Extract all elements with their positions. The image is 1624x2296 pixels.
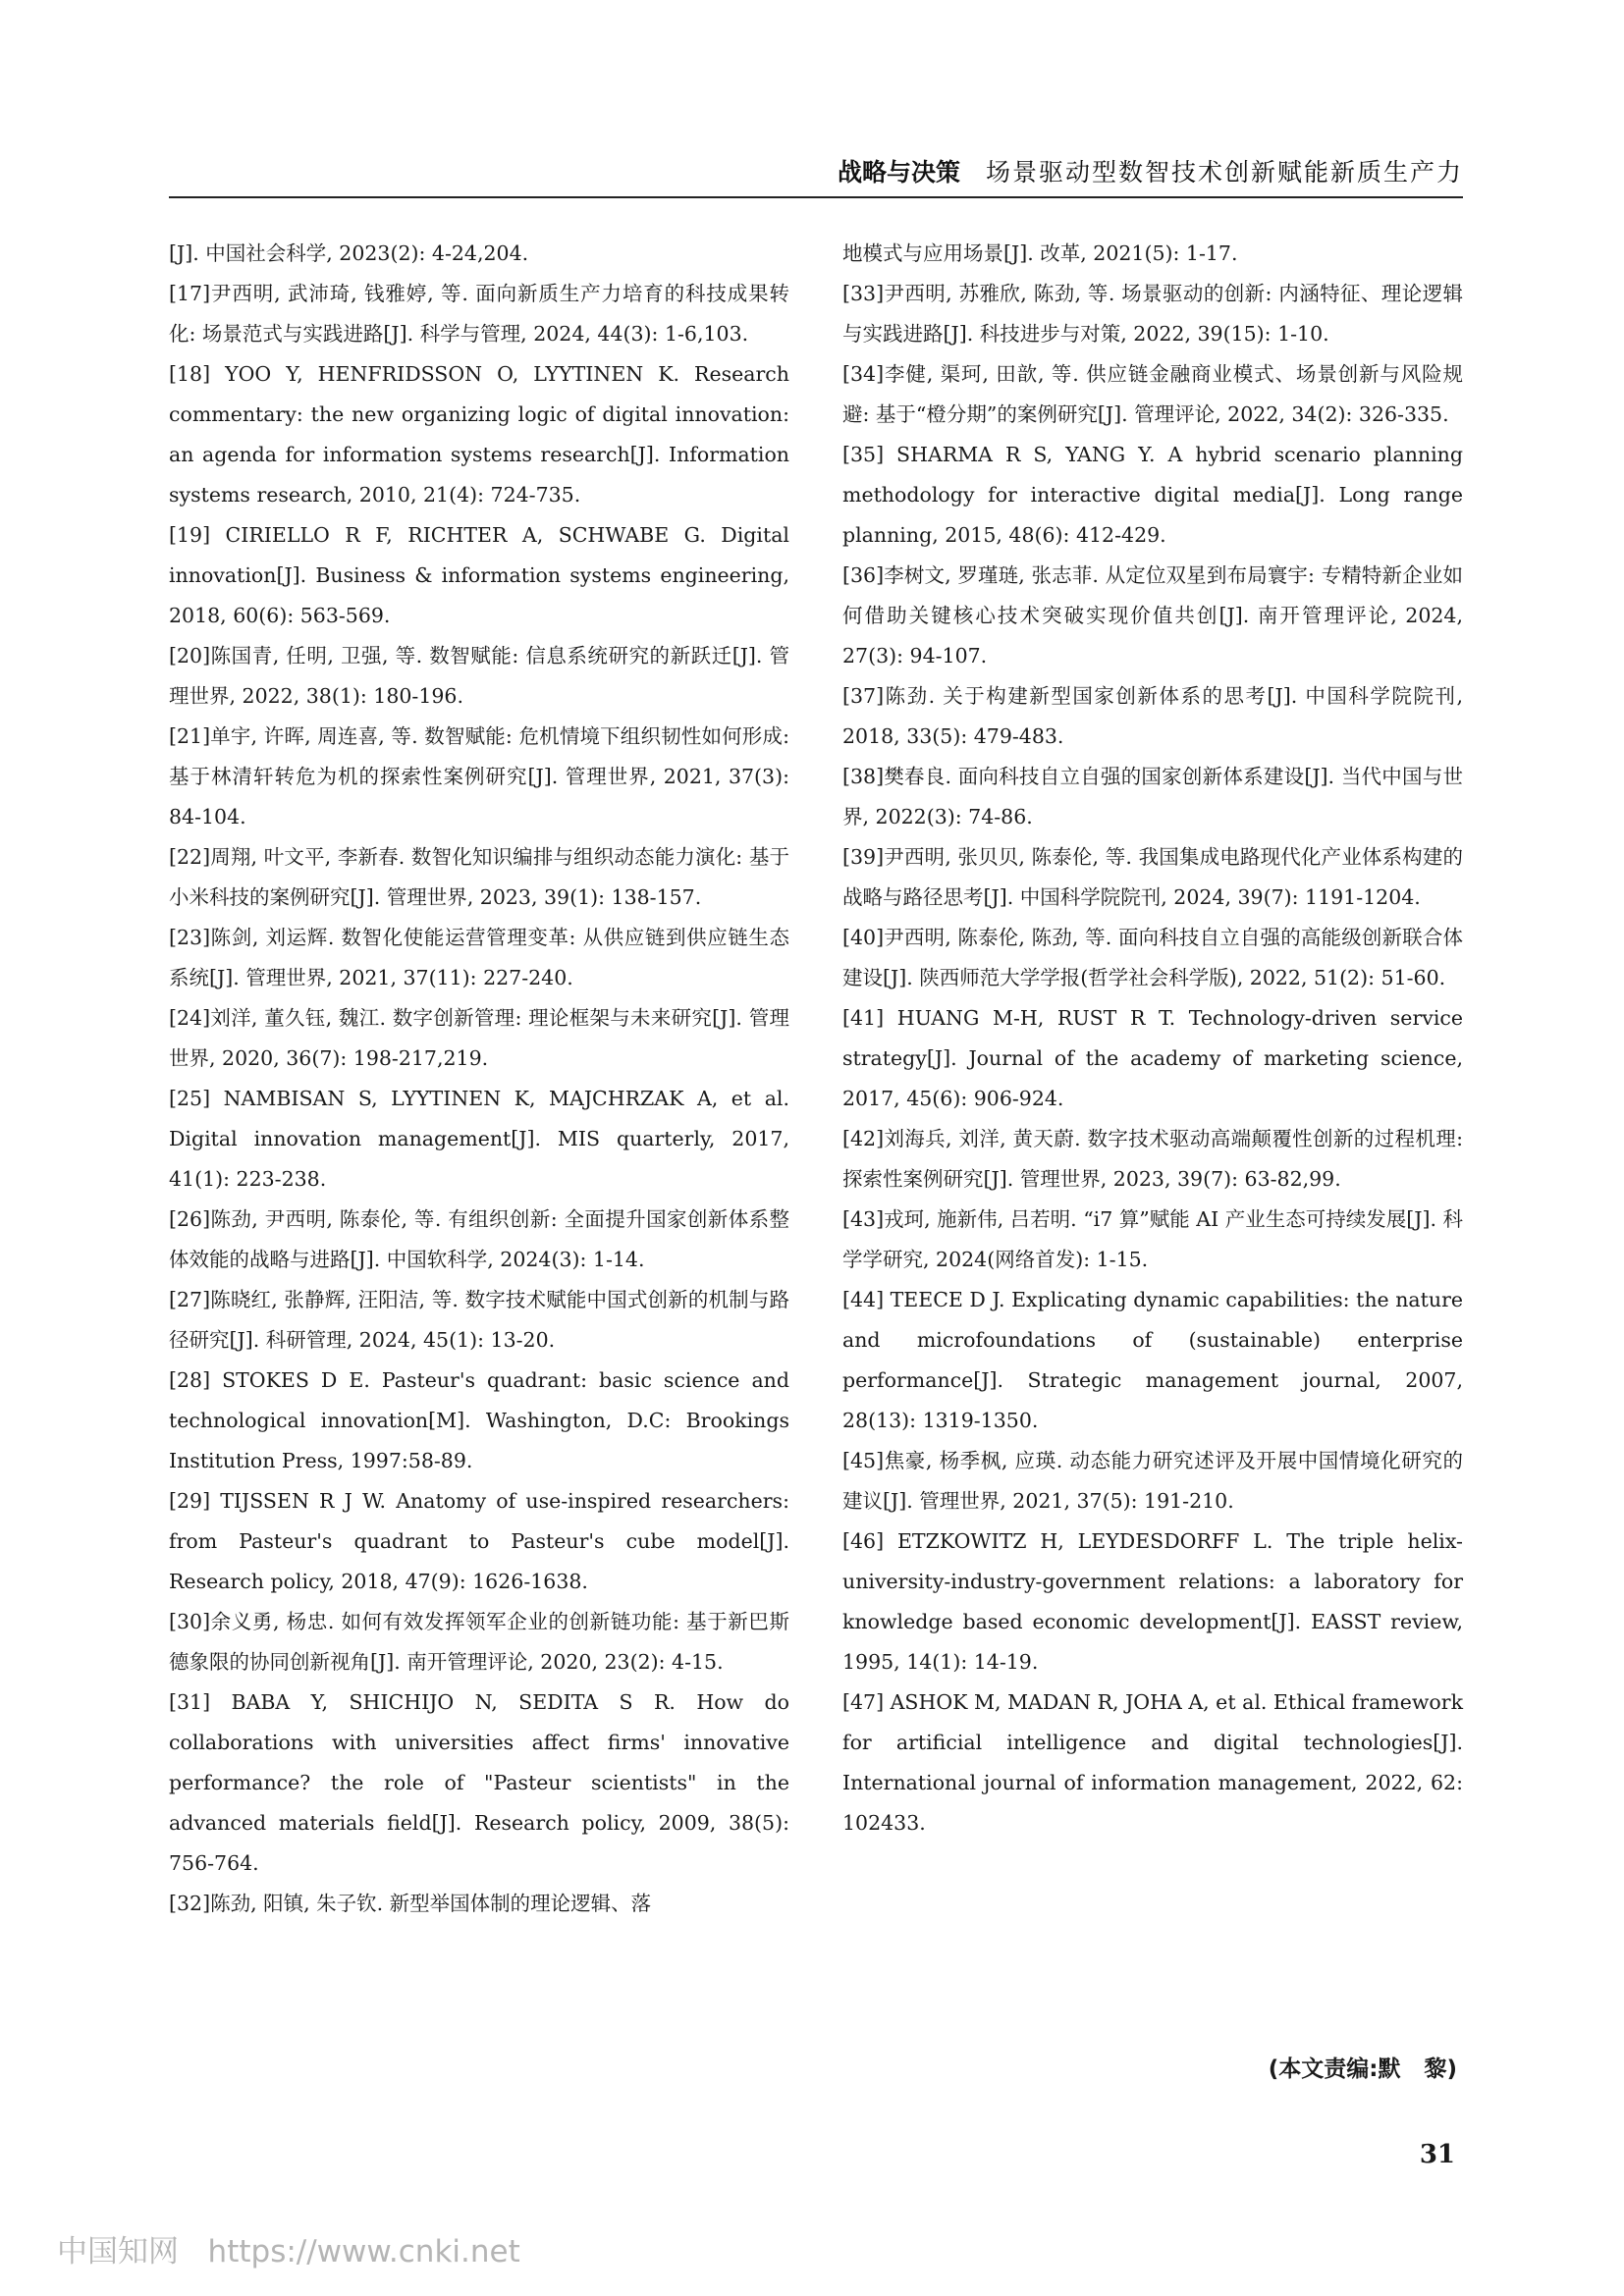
editor-note: (本文责编:默 黎) [1268,2056,1457,2082]
reference-entry: [42]刘海兵, 刘洋, 黄天蔚. 数字技术驱动高端颠覆性创新的过程机理: 探索性案例研究[J]. 管理世界, 2023, 39(7): 63-82,99. [842,1127,1463,1191]
reference-entry: [46] ETZKOWITZ H, LEYDESDORFF L. The triple helix-university-industry-government relations: a laboratory for knowledge based economic development[J]. EASST review, 1995, 14(1): 14-19. [842,1529,1463,1674]
reference-entry: [J]. 中国社会科学, 2023(2): 4-24,204. [169,241,529,265]
reference-entry: [41] HUANG M-H, RUST R T. Technology-driven service strategy[J]. Journal of the academy of marketing science, 2017, 45(6): 906-924. [842,1006,1463,1110]
reference-entry: [26]陈劲, 尹西明, 陈泰伦, 等. 有组织创新: 全面提升国家创新体系整体效能的战略与进路[J]. 中国软科学, 2024(3): 1-14. [169,1207,789,1271]
reference-entry: 地模式与应用场景[J]. 改革, 2021(5): 1-17. [842,241,1238,265]
reference-entry: [47] ASHOK M, MADAN R, JOHA A, et al. Ethical framework for artificial intelligence and digital technologies[J]. International journal of information management, 2022, 62: 102433. [842,1690,1463,1835]
reference-entry: [33]尹西明, 苏雅欣, 陈劲, 等. 场景驱动的创新: 内涵特征、理论逻辑与实践进路[J]. 科技进步与对策, 2022, 39(15): 1-10. [842,282,1463,346]
reference-entry: [21]单宇, 许晖, 周连喜, 等. 数智赋能: 危机情境下组织韧性如何形成: 基于林清轩转危为机的探索性案例研究[J]. 管理世界, 2021, 37(3): 84-104. [169,724,789,828]
cnki-watermark: 中国知网 https://www.cnki.net [57,2234,520,2269]
reference-entry: [37]陈劲. 关于构建新型国家创新体系的思考[J]. 中国科学院院刊, 2018, 33(5): 479-483. [842,684,1463,748]
reference-entry: [31] BABA Y, SHICHIJO N, SEDITA S R. How do collaborations with universities affect firms' innovative performance? the role of "Pasteur scientists" in the advanced materials field[J]. Research policy, 2009, 38(5): 756-764. [169,1690,789,1875]
references-left-column [169,234,789,1924]
page-number: 31 [1419,2140,1455,2169]
reference-entry: [45]焦豪, 杨季枫, 应瑛. 动态能力研究述评及开展中国情境化研究的建议[J]. 管理世界, 2021, 37(5): 191-210. [842,1449,1463,1513]
reference-entry: [20]陈国青, 任明, 卫强, 等. 数智赋能: 信息系统研究的新跃迁[J]. 管理世界, 2022, 38(1): 180-196. [169,644,789,708]
reference-entry: [36]李树文, 罗瑾琏, 张志菲. 从定位双星到布局寰宇: 专精特新企业如何借助关键核心技术突破实现价值共创[J]. 南开管理评论, 2024, 27(3): 94-107. [842,563,1463,667]
header-title: 场景驱动型数智技术创新赋能新质生产力 [985,158,1463,187]
header-section: 战略与决策 [837,158,960,187]
reference-entry: [25] NAMBISAN S, LYYTINEN K, MAJCHRZAK A, et al. Digital innovation management[J]. MIS quarterly, 2017, 41(1): 223-238. [169,1087,789,1191]
reference-entry: [38]樊春良. 面向科技自立自强的国家创新体系建设[J]. 当代中国与世界, 2022(3): 74-86. [842,765,1463,828]
reference-entry: [40]尹西明, 陈泰伦, 陈劲, 等. 面向科技自立自强的高能级创新联合体建设[J]. 陕西师范大学学报(哲学社会科学版), 2022, 51(2): 51-60. [842,926,1463,989]
reference-entry: [35] SHARMA R S, YANG Y. A hybrid scenario planning methodology for interactive digital media[J]. Long range planning, 2015, 48(6): 412-429. [842,443,1463,547]
reference-entry: [30]余义勇, 杨忠. 如何有效发挥领军企业的创新链功能: 基于新巴斯德象限的协同创新视角[J]. 南开管理评论, 2020, 23(2): 4-15. [169,1610,789,1674]
reference-entry: [28] STOKES D E. Pasteur's quadrant: basic science and technological innovation[M]. Washington, D.C: Brookings Institution Press, 1997:58-89. [169,1368,789,1472]
reference-entry: [32]陈劲, 阳镇, 朱子钦. 新型举国体制的理论逻辑、落 [169,1892,652,1915]
running-header [169,143,1463,198]
reference-entry: [22]周翔, 叶文平, 李新春. 数智化知识编排与组织动态能力演化: 基于小米科技的案例研究[J]. 管理世界, 2023, 39(1): 138-157. [169,845,789,909]
reference-entry: [29] TIJSSEN R J W. Anatomy of use-inspired researchers: from Pasteur's quadrant to Pasteur's cube model[J]. Research policy, 2018, 47(9): 1626-1638. [169,1489,789,1593]
reference-entry: [34]李健, 渠珂, 田歆, 等. 供应链金融商业模式、场景创新与风险规避: 基于“橙分期”的案例研究[J]. 管理评论, 2022, 34(2): 326-335. [842,362,1463,426]
references-right-column [842,234,1463,1843]
reference-entry: [27]陈晓红, 张静辉, 汪阳洁, 等. 数字技术赋能中国式创新的机制与路径研究[J]. 科研管理, 2024, 45(1): 13-20. [169,1288,789,1352]
reference-entry: [18] YOO Y, HENFRIDSSON O, LYYTINEN K. Research commentary: the new organizing logic of digital innovation: an agenda for information systems research[J]. Information systems research, 2010, 21(4): 724-735. [169,362,789,507]
header-text [838,153,1463,188]
reference-entry: [17]尹西明, 武沛琦, 钱雅婷, 等. 面向新质生产力培育的科技成果转化: 场景范式与实践进路[J]. 科学与管理, 2024, 44(3): 1-6,103. [169,282,789,346]
reference-entry: [39]尹西明, 张贝贝, 陈泰伦, 等. 我国集成电路现代化产业体系构建的战略与路径思考[J]. 中国科学院院刊, 2024, 39(7): 1191-1204. [842,845,1463,909]
reference-entry: [44] TEECE D J. Explicating dynamic capabilities: the nature and microfoundations of (sustainable) enterprise performance[J]. Strategic management journal, 2007, 28(13): 1319-1350. [842,1288,1463,1432]
reference-entry: [23]陈剑, 刘运辉. 数智化使能运营管理变革: 从供应链到供应链生态系统[J]. 管理世界, 2021, 37(11): 227-240. [169,926,789,989]
reference-entry: [19] CIRIELLO R F, RICHTER A, SCHWABE G. Digital innovation[J]. Business & information systems engineering, 2018, 60(6): 563-569. [169,523,789,627]
reference-entry: [24]刘洋, 董久钰, 魏江. 数字创新管理: 理论框架与未来研究[J]. 管理世界, 2020, 36(7): 198-217,219. [169,1006,789,1070]
reference-entry: [43]戎珂, 施新伟, 吕若明. “i7 算”赋能 AI 产业生态可持续发展[J]. 科学学研究, 2024(网络首发): 1-15. [842,1207,1463,1271]
